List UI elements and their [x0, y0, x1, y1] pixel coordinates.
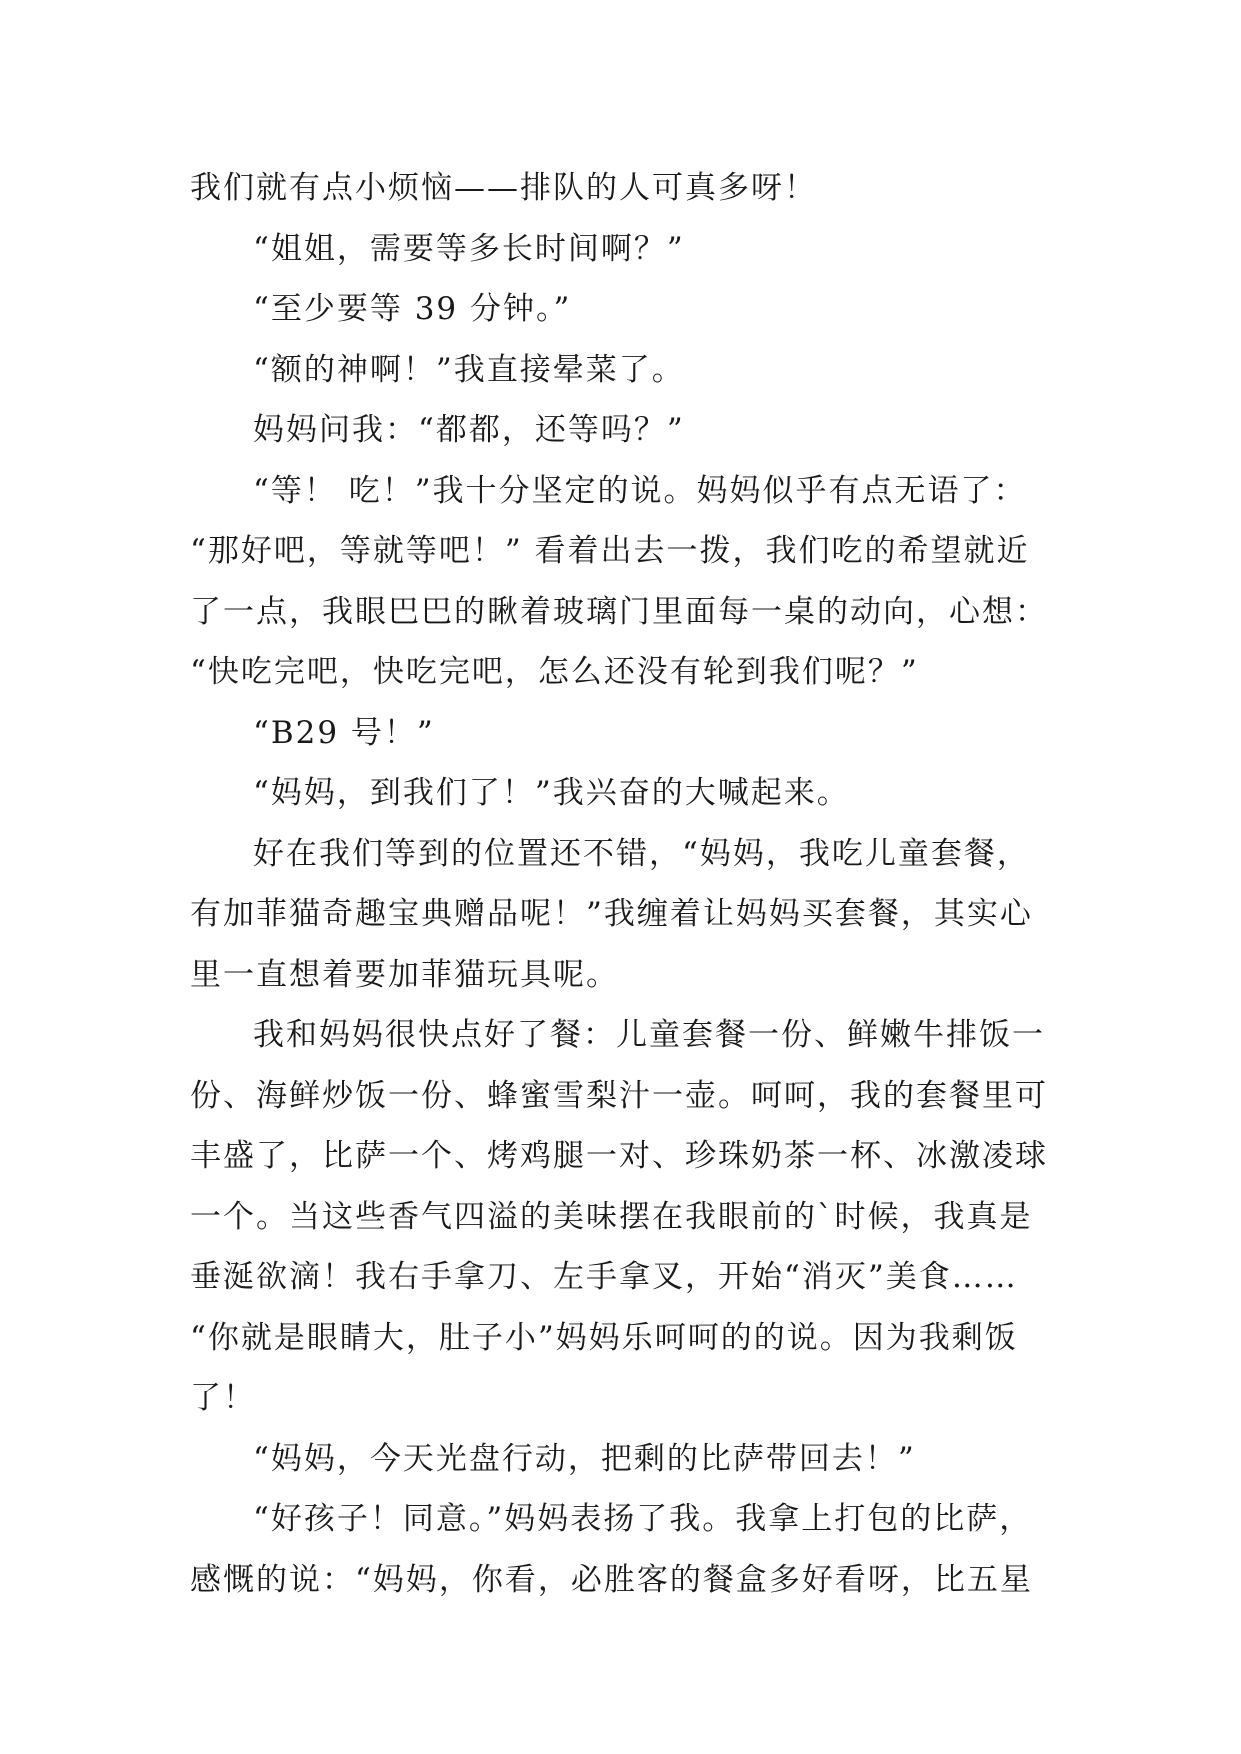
text-line: “等！ 吃！”我十分坚定的说。妈妈似乎有点无语了： [253, 472, 1027, 509]
text-line: “B29 号！” [253, 714, 435, 751]
text-line: 垂涎欲滴！我右手拿刀、左手拿叉，开始“消灭”美食…… [190, 1259, 1018, 1295]
text-line: 感慨的说：“妈妈，你看，必胜客的餐盒多好看呀，比五星 [190, 1561, 1033, 1598]
text-line: “妈妈，今天光盘行动，把剩的比萨带回去！” [253, 1440, 916, 1477]
text-line: 好在我们等到的位置还不错，“妈妈，我吃儿童套餐， [253, 835, 1030, 872]
text-line: 一个。当这些香气四溢的美味摆在我眼前的`时候，我真是 [190, 1198, 1033, 1235]
text-line: 我和妈妈很快点好了餐：儿童套餐一份、鲜嫩牛排饭一 [253, 1017, 1045, 1053]
text-line: “那好吧，等就等吧！” 看着出去一拨，我们吃的希望就近 [190, 533, 1030, 569]
text-line: 了！ [190, 1380, 256, 1416]
text-line: “你就是眼睛大，肚子小”妈妈乐呵呵的的说。因为我剩饭 [190, 1319, 1018, 1356]
text-line: 我们就有点小烦恼——排队的人可真多呀！ [190, 170, 817, 206]
text-line: “姐姐，需要等多长时间啊？” [253, 230, 685, 267]
text-line: “妈妈，到我们了！”我兴奋的大喊起来。 [253, 775, 850, 811]
text-line: “好孩子！同意。”妈妈表扬了我。我拿上打包的比萨， [253, 1501, 1033, 1537]
text-line: 里一直想着要加菲猫玩具呢。 [190, 956, 619, 993]
text-line: “至少要等 39 分钟。” [253, 291, 572, 327]
body-text [190, 158, 1054, 1610]
text-line: 丰盛了，比萨一个、烤鸡腿一对、珍珠奶茶一杯、冰激凌球 [190, 1138, 1048, 1174]
text-line: “额的神啊！”我直接晕菜了。 [253, 351, 685, 388]
text-line: 有加菲猫奇趣宝典赠品呢！”我缠着让妈妈买套餐，其实心 [190, 896, 1033, 932]
text-line: 了一点，我眼巴巴的瞅着玻璃门里面每一桌的动向，心想： [190, 593, 1048, 630]
text-line: 妈妈问我：“都都，还等吗？” [253, 412, 685, 448]
text-line: “快吃完吧，快吃完吧，怎么还没有轮到我们呢？” [190, 654, 919, 690]
text-line: 份、海鲜炒饭一份、蜂蜜雪梨汁一壶。呵呵，我的套餐里可 [190, 1077, 1048, 1114]
